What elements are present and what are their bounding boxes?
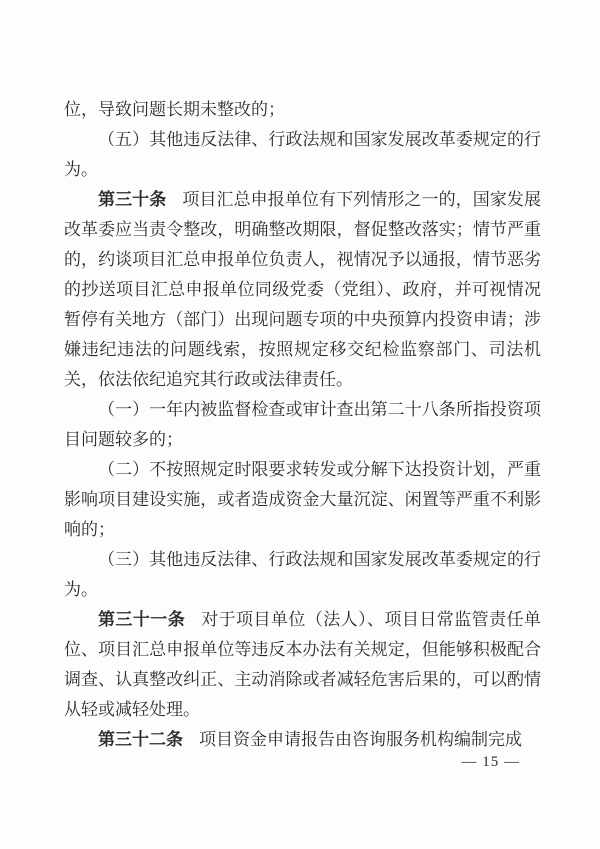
- paragraph: [64, 125, 541, 185]
- paragraph-text: 项目资金申请报告由咨询服务机构编制完成: [199, 730, 522, 749]
- article-number: 第三十一条: [98, 610, 186, 629]
- paragraph-text: （二）不按照规定时限要求转发或分解下达投资计划，严重影响项目建设实施，或者造成资金大量沉淀、闲置等严重不利影响的；: [64, 460, 541, 539]
- paragraph: [64, 605, 541, 725]
- paragraph-text: 位，导致问题长期未整改的；: [64, 100, 285, 119]
- document-body: [64, 95, 541, 755]
- paragraph: [64, 455, 541, 545]
- article-number: 第三十二条: [98, 730, 183, 749]
- paragraph-text: （五）其他违反法律、行政法规和国家发展改革委规定的行为。: [64, 130, 541, 179]
- paragraph-text: （三）其他违反法律、行政法规和国家发展改革委规定的行为。: [64, 550, 541, 599]
- paragraph-text: 对于项目单位（法人）、项目日常监管责任单位、项目汇总申报单位等违反本办法有关规定，但能够积极配合调查、认真整改纠正、主动消除或者减轻危害后果的，可以酌情从轻或减轻处理。: [64, 610, 541, 719]
- paragraph: [64, 95, 541, 125]
- paragraph: [64, 395, 541, 455]
- paragraph: [64, 185, 541, 395]
- page-number: — 15 —: [461, 754, 520, 770]
- paragraph-text: 项目汇总申报单位有下列情形之一的，国家发展改革委应当责令整改，明确整改期限，督促整改落实；情节严重的，约谈项目汇总申报单位负责人，视情况予以通报，情节恶劣的抄送项目汇总申报单位同级党委（党组）、政府，并可视情况暂停有关地方（部门）出现问题专项的中央预算内投资申请；涉嫌违纪违法的问题线索，按照规定移交纪检监察部门、司法机关，依法依纪追究其行政或法律责任。: [64, 190, 542, 389]
- paragraph-text: （一）一年内被监督检查或审计查出第二十八条所指投资项目问题较多的；: [64, 400, 541, 449]
- article-number: 第三十条: [98, 190, 167, 209]
- paragraph: [64, 545, 541, 605]
